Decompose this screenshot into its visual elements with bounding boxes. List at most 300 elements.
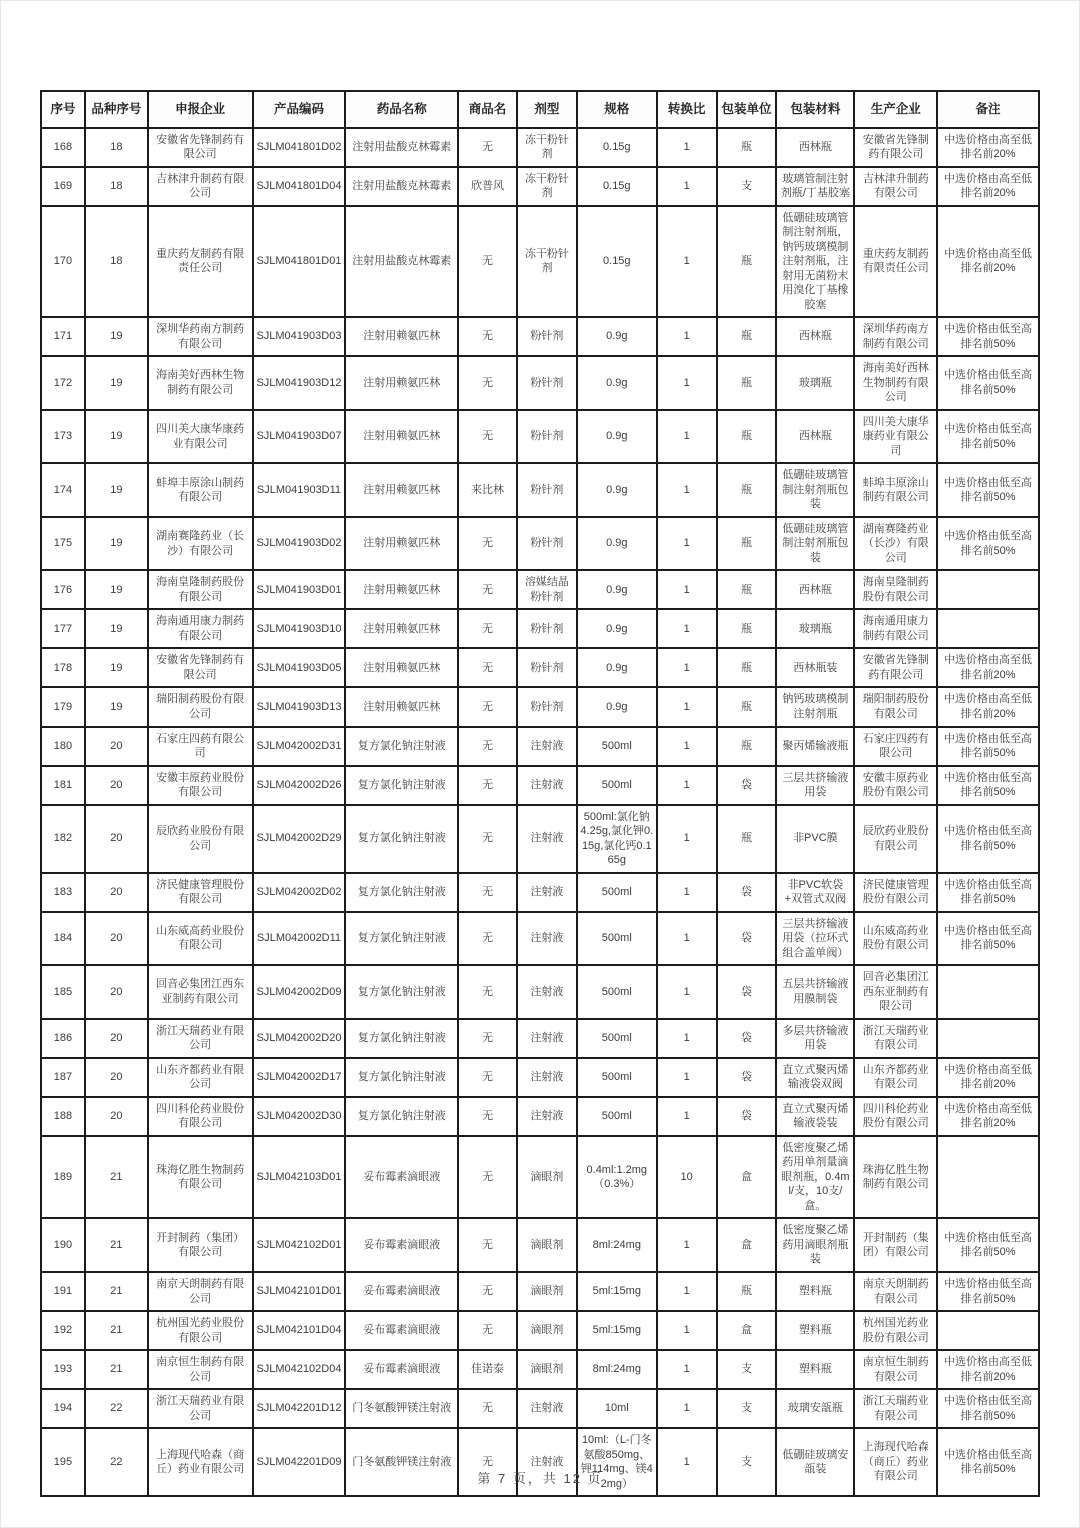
cell-pzxh: 18 bbox=[85, 206, 148, 318]
column-header-scqy: 生产企业 bbox=[854, 91, 937, 128]
cell-sbqy: 安徽省先锋制药有限公司 bbox=[148, 648, 253, 687]
cell-jx: 粉针剂 bbox=[517, 687, 577, 726]
cell-gg: 5ml:15mg bbox=[577, 1272, 657, 1311]
cell-bzcl: 聚丙烯输液瓶 bbox=[776, 727, 854, 766]
cell-spm: 无 bbox=[458, 766, 517, 805]
cell-bzcl: 玻璃瓶 bbox=[776, 609, 854, 648]
cell-pzxh: 21 bbox=[85, 1272, 148, 1311]
cell-pzxh: 21 bbox=[85, 1311, 148, 1350]
cell-ypmc: 注射用赖氨匹林 bbox=[345, 609, 458, 648]
cell-ypmc: 妥布霉素滴眼液 bbox=[345, 1311, 458, 1350]
cell-bzcl: 低硼硅玻璃安瓿装 bbox=[776, 1428, 854, 1496]
cell-sbqy: 重庆药友制药有限责任公司 bbox=[148, 206, 253, 318]
cell-gg: 0.9g bbox=[577, 517, 657, 571]
cell-zhb: 1 bbox=[657, 1350, 717, 1389]
cell-bzdw: 瓶 bbox=[717, 805, 777, 873]
cell-scqy: 浙江天瑞药业有限公司 bbox=[854, 1389, 937, 1428]
cell-pzxh: 21 bbox=[85, 1136, 148, 1219]
table-row bbox=[41, 766, 1039, 805]
cell-pzxh: 19 bbox=[85, 410, 148, 464]
cell-ypmc: 注射用赖氨匹林 bbox=[345, 317, 458, 356]
cell-bz bbox=[937, 965, 1039, 1019]
cell-zhb: 1 bbox=[657, 410, 717, 464]
cell-pzxh: 19 bbox=[85, 463, 148, 517]
cell-scqy: 四川科伦药业股份有限公司 bbox=[854, 1097, 937, 1136]
cell-jx: 滴眼剂 bbox=[517, 1136, 577, 1219]
cell-jx: 滴眼剂 bbox=[517, 1218, 577, 1272]
cell-ypmc: 复方氯化钠注射液 bbox=[345, 805, 458, 873]
cell-scqy: 瑞阳制药股份有限公司 bbox=[854, 687, 937, 726]
cell-bz: 中选价格由低至高排名前50% bbox=[937, 410, 1039, 464]
cell-spm: 来比林 bbox=[458, 463, 517, 517]
table-row bbox=[41, 317, 1039, 356]
cell-jx: 粉针剂 bbox=[517, 609, 577, 648]
cell-scqy: 辰欣药业股份有限公司 bbox=[854, 805, 937, 873]
cell-scqy: 珠海亿胜生物制药有限公司 bbox=[854, 1136, 937, 1219]
cell-spm: 无 bbox=[458, 1272, 517, 1311]
cell-bzcl: 玻璃瓶 bbox=[776, 356, 854, 410]
cell-sbqy: 瑞阳制药股份有限公司 bbox=[148, 687, 253, 726]
column-header-xh: 序号 bbox=[41, 91, 85, 128]
column-header-cpbm: 产品编码 bbox=[253, 91, 346, 128]
cell-zhb: 1 bbox=[657, 727, 717, 766]
cell-bzdw: 支 bbox=[717, 1428, 777, 1496]
cell-pzxh: 20 bbox=[85, 766, 148, 805]
cell-spm: 无 bbox=[458, 873, 517, 912]
cell-zhb: 1 bbox=[657, 648, 717, 687]
cell-sbqy: 蚌埠丰原涂山制药有限公司 bbox=[148, 463, 253, 517]
cell-ypmc: 门冬氨酸钾镁注射液 bbox=[345, 1389, 458, 1428]
cell-pzxh: 20 bbox=[85, 965, 148, 1019]
cell-scqy: 济民健康管理股份有限公司 bbox=[854, 873, 937, 912]
cell-sbqy: 石家庄四药有限公司 bbox=[148, 727, 253, 766]
cell-scqy: 山东威高药业股份有限公司 bbox=[854, 912, 937, 966]
table-row bbox=[41, 727, 1039, 766]
cell-scqy: 浙江天瑞药业有限公司 bbox=[854, 1019, 937, 1058]
cell-bzcl: 五层共挤输液用膜制袋 bbox=[776, 965, 854, 1019]
cell-zhb: 1 bbox=[657, 1218, 717, 1272]
cell-bzdw: 瓶 bbox=[717, 128, 777, 167]
cell-spm: 无 bbox=[458, 410, 517, 464]
cell-xh: 182 bbox=[41, 805, 85, 873]
cell-cpbm: SJLM041801D04 bbox=[253, 167, 346, 206]
cell-sbqy: 济民健康管理股份有限公司 bbox=[148, 873, 253, 912]
cell-bzdw: 瓶 bbox=[717, 727, 777, 766]
cell-ypmc: 妥布霉素滴眼液 bbox=[345, 1272, 458, 1311]
cell-spm: 无 bbox=[458, 687, 517, 726]
cell-scqy: 海南皇隆制药股份有限公司 bbox=[854, 570, 937, 609]
cell-gg: 0.9g bbox=[577, 570, 657, 609]
cell-sbqy: 山东齐都药业有限公司 bbox=[148, 1058, 253, 1097]
cell-bzcl: 三层共挤输液用袋 bbox=[776, 766, 854, 805]
cell-sbqy: 深圳华药南方制药有限公司 bbox=[148, 317, 253, 356]
cell-scqy: 深圳华药南方制药有限公司 bbox=[854, 317, 937, 356]
cell-ypmc: 复方氯化钠注射液 bbox=[345, 1097, 458, 1136]
cell-spm: 欣普风 bbox=[458, 167, 517, 206]
cell-sbqy: 山东威高药业股份有限公司 bbox=[148, 912, 253, 966]
cell-bz: 中选价格由低至高排名前50% bbox=[937, 356, 1039, 410]
cell-bzdw: 支 bbox=[717, 167, 777, 206]
cell-jx: 注射液 bbox=[517, 965, 577, 1019]
cell-scqy: 上海现代哈森（商丘）药业有限公司 bbox=[854, 1428, 937, 1496]
cell-ypmc: 注射用赖氨匹林 bbox=[345, 356, 458, 410]
cell-jx: 溶媒结晶粉针剂 bbox=[517, 570, 577, 609]
cell-gg: 0.9g bbox=[577, 463, 657, 517]
cell-cpbm: SJLM041903D10 bbox=[253, 609, 346, 648]
cell-cpbm: SJLM042101D04 bbox=[253, 1311, 346, 1350]
cell-xh: 195 bbox=[41, 1428, 85, 1496]
cell-sbqy: 湖南赛隆药业（长沙）有限公司 bbox=[148, 517, 253, 571]
cell-bzdw: 瓶 bbox=[717, 463, 777, 517]
cell-bzdw: 袋 bbox=[717, 1058, 777, 1097]
cell-bz bbox=[937, 1019, 1039, 1058]
cell-ypmc: 复方氯化钠注射液 bbox=[345, 1019, 458, 1058]
cell-spm: 无 bbox=[458, 727, 517, 766]
table-row bbox=[41, 805, 1039, 873]
cell-scqy: 回音必集团江西东亚制药有限公司 bbox=[854, 965, 937, 1019]
table-row bbox=[41, 965, 1039, 1019]
cell-cpbm: SJLM041801D02 bbox=[253, 128, 346, 167]
cell-spm: 无 bbox=[458, 1097, 517, 1136]
cell-spm: 无 bbox=[458, 1218, 517, 1272]
cell-sbqy: 安徽省先锋制药有限公司 bbox=[148, 128, 253, 167]
cell-bz: 中选价格由高至低排名前20% bbox=[937, 1058, 1039, 1097]
cell-jx: 注射液 bbox=[517, 1019, 577, 1058]
cell-cpbm: SJLM042002D17 bbox=[253, 1058, 346, 1097]
cell-scqy: 重庆药友制药有限责任公司 bbox=[854, 206, 937, 318]
cell-xh: 172 bbox=[41, 356, 85, 410]
cell-pzxh: 20 bbox=[85, 1019, 148, 1058]
cell-bzdw: 瓶 bbox=[717, 687, 777, 726]
cell-gg: 500ml bbox=[577, 1058, 657, 1097]
cell-zhb: 1 bbox=[657, 1389, 717, 1428]
cell-scqy: 蚌埠丰原涂山制药有限公司 bbox=[854, 463, 937, 517]
cell-ypmc: 复方氯化钠注射液 bbox=[345, 912, 458, 966]
cell-bzdw: 瓶 bbox=[717, 1272, 777, 1311]
drug-procurement-table bbox=[40, 90, 1040, 1497]
cell-ypmc: 注射用赖氨匹林 bbox=[345, 517, 458, 571]
cell-ypmc: 妥布霉素滴眼液 bbox=[345, 1218, 458, 1272]
cell-zhb: 1 bbox=[657, 609, 717, 648]
column-header-gg: 规格 bbox=[577, 91, 657, 128]
cell-zhb: 1 bbox=[657, 766, 717, 805]
cell-cpbm: SJLM042102D04 bbox=[253, 1350, 346, 1389]
cell-xh: 179 bbox=[41, 687, 85, 726]
cell-zhb: 1 bbox=[657, 873, 717, 912]
cell-xh: 194 bbox=[41, 1389, 85, 1428]
cell-cpbm: SJLM042002D11 bbox=[253, 912, 346, 966]
cell-xh: 168 bbox=[41, 128, 85, 167]
cell-xh: 180 bbox=[41, 727, 85, 766]
cell-gg: 500ml bbox=[577, 965, 657, 1019]
cell-ypmc: 门冬氨酸钾镁注射液 bbox=[345, 1428, 458, 1496]
cell-spm: 无 bbox=[458, 1428, 517, 1496]
cell-gg: 500ml bbox=[577, 1019, 657, 1058]
cell-cpbm: SJLM042002D26 bbox=[253, 766, 346, 805]
cell-cpbm: SJLM042002D31 bbox=[253, 727, 346, 766]
cell-bzcl: 低硼硅玻璃管制注射剂瓶包装 bbox=[776, 517, 854, 571]
table-header-row bbox=[41, 91, 1039, 128]
cell-bz: 中选价格由低至高排名前50% bbox=[937, 1428, 1039, 1496]
cell-cpbm: SJLM042002D30 bbox=[253, 1097, 346, 1136]
cell-scqy: 安徽省先锋制药有限公司 bbox=[854, 648, 937, 687]
cell-scqy: 吉林津升制药有限公司 bbox=[854, 167, 937, 206]
cell-sbqy: 开封制药（集团）有限公司 bbox=[148, 1218, 253, 1272]
cell-bzcl: 直立式聚丙烯输液袋装 bbox=[776, 1097, 854, 1136]
cell-spm: 无 bbox=[458, 1019, 517, 1058]
cell-cpbm: SJLM041801D01 bbox=[253, 206, 346, 318]
cell-spm: 无 bbox=[458, 128, 517, 167]
cell-bz bbox=[937, 570, 1039, 609]
cell-jx: 粉针剂 bbox=[517, 317, 577, 356]
cell-sbqy: 杭州国光药业股份有限公司 bbox=[148, 1311, 253, 1350]
cell-jx: 注射液 bbox=[517, 1428, 577, 1496]
cell-jx: 注射液 bbox=[517, 727, 577, 766]
cell-bzdw: 瓶 bbox=[717, 609, 777, 648]
cell-bzdw: 瓶 bbox=[717, 206, 777, 318]
cell-xh: 173 bbox=[41, 410, 85, 464]
cell-pzxh: 22 bbox=[85, 1428, 148, 1496]
cell-gg: 500ml:氯化钠4.25g,氯化钾0.15g,氯化钙0.165g bbox=[577, 805, 657, 873]
cell-bz: 中选价格由低至高排名前50% bbox=[937, 766, 1039, 805]
cell-sbqy: 安徽丰原药业股份有限公司 bbox=[148, 766, 253, 805]
cell-bzcl: 低硼硅玻璃管制注射剂瓶包装 bbox=[776, 463, 854, 517]
cell-spm: 无 bbox=[458, 570, 517, 609]
cell-gg: 500ml bbox=[577, 727, 657, 766]
cell-xh: 185 bbox=[41, 965, 85, 1019]
cell-cpbm: SJLM041903D12 bbox=[253, 356, 346, 410]
table-row bbox=[41, 356, 1039, 410]
table-row bbox=[41, 648, 1039, 687]
cell-bzcl: 非PVC膜 bbox=[776, 805, 854, 873]
cell-zhb: 1 bbox=[657, 1019, 717, 1058]
cell-pzxh: 18 bbox=[85, 167, 148, 206]
cell-pzxh: 20 bbox=[85, 727, 148, 766]
cell-scqy: 开封制药（集团）有限公司 bbox=[854, 1218, 937, 1272]
table-row bbox=[41, 1389, 1039, 1428]
cell-gg: 500ml bbox=[577, 912, 657, 966]
cell-jx: 注射液 bbox=[517, 1058, 577, 1097]
cell-ypmc: 注射用赖氨匹林 bbox=[345, 648, 458, 687]
cell-bz: 中选价格由低至高排名前50% bbox=[937, 463, 1039, 517]
cell-bz: 中选价格由低至高排名前50% bbox=[937, 1272, 1039, 1311]
cell-spm: 无 bbox=[458, 1389, 517, 1428]
cell-xh: 171 bbox=[41, 317, 85, 356]
cell-cpbm: SJLM042101D01 bbox=[253, 1272, 346, 1311]
cell-xh: 183 bbox=[41, 873, 85, 912]
cell-ypmc: 复方氯化钠注射液 bbox=[345, 965, 458, 1019]
cell-sbqy: 珠海亿胜生物制药有限公司 bbox=[148, 1136, 253, 1219]
cell-ypmc: 注射用赖氨匹林 bbox=[345, 463, 458, 517]
table-row bbox=[41, 912, 1039, 966]
cell-sbqy: 海南皇隆制药股份有限公司 bbox=[148, 570, 253, 609]
cell-pzxh: 20 bbox=[85, 1097, 148, 1136]
cell-bz: 中选价格由低至高排名前50% bbox=[937, 873, 1039, 912]
cell-pzxh: 21 bbox=[85, 1350, 148, 1389]
cell-bz: 中选价格由低至高排名前50% bbox=[937, 727, 1039, 766]
cell-gg: 0.9g bbox=[577, 356, 657, 410]
table-row bbox=[41, 128, 1039, 167]
cell-zhb: 1 bbox=[657, 965, 717, 1019]
cell-cpbm: SJLM041903D03 bbox=[253, 317, 346, 356]
cell-cpbm: SJLM042201D12 bbox=[253, 1389, 346, 1428]
cell-zhb: 1 bbox=[657, 206, 717, 318]
table-row bbox=[41, 1350, 1039, 1389]
cell-jx: 粉针剂 bbox=[517, 463, 577, 517]
cell-sbqy: 辰欣药业股份有限公司 bbox=[148, 805, 253, 873]
cell-jx: 粉针剂 bbox=[517, 517, 577, 571]
drug-procurement-table-wrapper bbox=[40, 90, 1040, 1497]
cell-gg: 0.9g bbox=[577, 609, 657, 648]
table-row bbox=[41, 1058, 1039, 1097]
cell-jx: 滴眼剂 bbox=[517, 1311, 577, 1350]
column-header-spm: 商品名 bbox=[458, 91, 517, 128]
table-body bbox=[41, 128, 1039, 1497]
cell-pzxh: 19 bbox=[85, 517, 148, 571]
cell-xh: 191 bbox=[41, 1272, 85, 1311]
cell-bzdw: 盒 bbox=[717, 1218, 777, 1272]
cell-gg: 0.9g bbox=[577, 410, 657, 464]
table-row bbox=[41, 463, 1039, 517]
cell-bz: 中选价格由高至低排名前20% bbox=[937, 206, 1039, 318]
page-indicator: 第 7 页，共 12 页 bbox=[477, 1471, 603, 1486]
cell-ypmc: 复方氯化钠注射液 bbox=[345, 1058, 458, 1097]
cell-ypmc: 注射用盐酸克林霉素 bbox=[345, 167, 458, 206]
cell-pzxh: 19 bbox=[85, 317, 148, 356]
cell-zhb: 1 bbox=[657, 1058, 717, 1097]
cell-zhb: 1 bbox=[657, 1311, 717, 1350]
cell-sbqy: 南京天朗制药有限公司 bbox=[148, 1272, 253, 1311]
column-header-zhb: 转换比 bbox=[657, 91, 717, 128]
cell-zhb: 1 bbox=[657, 356, 717, 410]
cell-gg: 500ml bbox=[577, 766, 657, 805]
cell-scqy: 四川美大康华康药业有限公司 bbox=[854, 410, 937, 464]
table-row bbox=[41, 1019, 1039, 1058]
cell-spm: 佳诺泰 bbox=[458, 1350, 517, 1389]
cell-pzxh: 20 bbox=[85, 1058, 148, 1097]
cell-sbqy: 上海现代哈森（商丘）药业有限公司 bbox=[148, 1428, 253, 1496]
cell-bzcl: 低密度聚乙烯药用单剂量滴眼剂瓶，0.4ml/支，10支/盒。 bbox=[776, 1136, 854, 1219]
cell-jx: 注射液 bbox=[517, 1097, 577, 1136]
cell-scqy: 南京恒生制药有限公司 bbox=[854, 1350, 937, 1389]
cell-bz: 中选价格由低至高排名前50% bbox=[937, 1389, 1039, 1428]
cell-xh: 170 bbox=[41, 206, 85, 318]
cell-zhb: 1 bbox=[657, 463, 717, 517]
cell-jx: 注射液 bbox=[517, 766, 577, 805]
cell-jx: 滴眼剂 bbox=[517, 1350, 577, 1389]
cell-cpbm: SJLM041903D11 bbox=[253, 463, 346, 517]
cell-ypmc: 复方氯化钠注射液 bbox=[345, 727, 458, 766]
cell-zhb: 1 bbox=[657, 570, 717, 609]
cell-gg: 0.9g bbox=[577, 687, 657, 726]
cell-bzcl: 西林瓶 bbox=[776, 410, 854, 464]
cell-xh: 169 bbox=[41, 167, 85, 206]
cell-xh: 178 bbox=[41, 648, 85, 687]
cell-bzdw: 袋 bbox=[717, 873, 777, 912]
cell-cpbm: SJLM041903D02 bbox=[253, 517, 346, 571]
table-row bbox=[41, 1097, 1039, 1136]
cell-bzcl: 西林瓶 bbox=[776, 317, 854, 356]
cell-bzdw: 瓶 bbox=[717, 317, 777, 356]
cell-bz: 中选价格由高至低排名前20% bbox=[937, 687, 1039, 726]
cell-pzxh: 20 bbox=[85, 873, 148, 912]
cell-bz: 中选价格由低至高排名前50% bbox=[937, 517, 1039, 571]
cell-zhb: 1 bbox=[657, 128, 717, 167]
cell-scqy: 海南通用康力制药有限公司 bbox=[854, 609, 937, 648]
cell-sbqy: 四川科伦药业股份有限公司 bbox=[148, 1097, 253, 1136]
cell-ypmc: 妥布霉素滴眼液 bbox=[345, 1350, 458, 1389]
cell-gg: 8ml:24mg bbox=[577, 1218, 657, 1272]
cell-bzcl: 玻璃管制注射剂瓶/丁基胶塞 bbox=[776, 167, 854, 206]
cell-ypmc: 复方氯化钠注射液 bbox=[345, 766, 458, 805]
cell-bzdw: 袋 bbox=[717, 912, 777, 966]
cell-bz: 中选价格由高至低排名前20% bbox=[937, 648, 1039, 687]
cell-bzcl: 西林瓶装 bbox=[776, 648, 854, 687]
table-header bbox=[41, 91, 1039, 128]
cell-bzcl: 钠钙玻璃模制注射剂瓶 bbox=[776, 687, 854, 726]
cell-bzcl: 塑料瓶 bbox=[776, 1272, 854, 1311]
cell-scqy: 南京天朗制药有限公司 bbox=[854, 1272, 937, 1311]
cell-bzdw: 袋 bbox=[717, 1097, 777, 1136]
cell-bzdw: 瓶 bbox=[717, 570, 777, 609]
cell-cpbm: SJLM042002D29 bbox=[253, 805, 346, 873]
cell-pzxh: 19 bbox=[85, 356, 148, 410]
cell-scqy: 山东齐都药业有限公司 bbox=[854, 1058, 937, 1097]
cell-bzdw: 袋 bbox=[717, 965, 777, 1019]
table-row bbox=[41, 167, 1039, 206]
cell-ypmc: 注射用赖氨匹林 bbox=[345, 410, 458, 464]
cell-jx: 粉针剂 bbox=[517, 648, 577, 687]
cell-pzxh: 19 bbox=[85, 648, 148, 687]
cell-gg: 0.9g bbox=[577, 317, 657, 356]
cell-zhb: 1 bbox=[657, 912, 717, 966]
cell-sbqy: 浙江天瑞药业有限公司 bbox=[148, 1389, 253, 1428]
cell-zhb: 1 bbox=[657, 687, 717, 726]
cell-spm: 无 bbox=[458, 1136, 517, 1219]
table-row bbox=[41, 206, 1039, 318]
cell-spm: 无 bbox=[458, 356, 517, 410]
cell-gg: 0.15g bbox=[577, 206, 657, 318]
cell-sbqy: 吉林津升制药有限公司 bbox=[148, 167, 253, 206]
column-header-bzcl: 包装材料 bbox=[776, 91, 854, 128]
cell-gg: 0.15g bbox=[577, 128, 657, 167]
cell-jx: 粉针剂 bbox=[517, 356, 577, 410]
cell-bz bbox=[937, 1311, 1039, 1350]
cell-ypmc: 注射用盐酸克林霉素 bbox=[345, 206, 458, 318]
cell-spm: 无 bbox=[458, 609, 517, 648]
cell-xh: 184 bbox=[41, 912, 85, 966]
cell-cpbm: SJLM041903D05 bbox=[253, 648, 346, 687]
cell-bzcl: 低密度聚乙烯药用滴眼剂瓶装 bbox=[776, 1218, 854, 1272]
cell-bzcl: 非PVC软袋+双管式双阀 bbox=[776, 873, 854, 912]
column-header-sbqy: 申报企业 bbox=[148, 91, 253, 128]
cell-zhb: 1 bbox=[657, 517, 717, 571]
cell-bzcl: 低硼硅玻璃管制注射剂瓶，钠钙玻璃模制注射剂瓶，注射用无菌粉末用溴化丁基橡胶塞 bbox=[776, 206, 854, 318]
cell-scqy: 海南美好西林生物制药有限公司 bbox=[854, 356, 937, 410]
cell-sbqy: 海南通用康力制药有限公司 bbox=[148, 609, 253, 648]
cell-jx: 粉针剂 bbox=[517, 410, 577, 464]
cell-spm: 无 bbox=[458, 1311, 517, 1350]
cell-gg: 10ml:（L-门冬氨酸850mg、钾114mg、镁42mg） bbox=[577, 1428, 657, 1496]
cell-jx: 滴眼剂 bbox=[517, 1272, 577, 1311]
cell-spm: 无 bbox=[458, 912, 517, 966]
cell-spm: 无 bbox=[458, 648, 517, 687]
cell-pzxh: 20 bbox=[85, 912, 148, 966]
cell-bz: 中选价格由高至低排名前20% bbox=[937, 167, 1039, 206]
cell-bzdw: 支 bbox=[717, 1389, 777, 1428]
cell-sbqy: 浙江天瑞药业有限公司 bbox=[148, 1019, 253, 1058]
cell-ypmc: 复方氯化钠注射液 bbox=[345, 873, 458, 912]
